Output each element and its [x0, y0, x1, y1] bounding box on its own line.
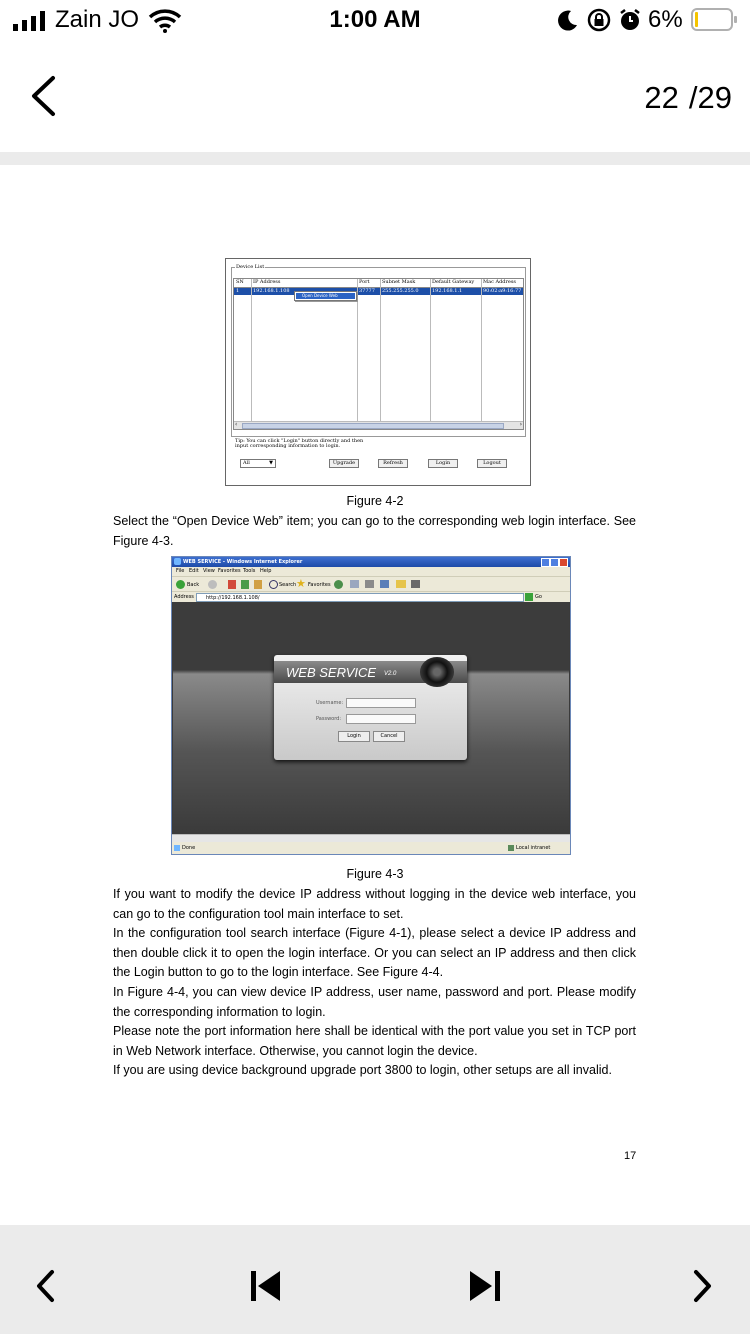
menu-help[interactable]: Help	[260, 568, 272, 574]
col-divider	[430, 279, 431, 421]
login-button[interactable]: Login	[428, 459, 458, 468]
cell-port: 37777	[359, 288, 375, 294]
banner-version: V2.0	[384, 671, 397, 677]
menu-favorites[interactable]: Favorites	[218, 568, 241, 574]
paragraph-open-device-web: Select the “Open Device Web” item; you can go to the corresponding web login interface. See Figure 4-3.	[113, 514, 636, 548]
back-circle-icon[interactable]	[176, 580, 185, 589]
login-panel	[274, 655, 467, 760]
tip-text: Tip: You can click "Login" button directly and then input corresponding information to login.	[235, 438, 364, 449]
web-cancel-button[interactable]: Cancel	[373, 731, 405, 742]
top-nav-bar	[0, 40, 750, 152]
col-divider	[481, 279, 482, 421]
current-page: 22	[644, 80, 679, 115]
mail-icon[interactable]	[350, 580, 359, 588]
figure-4-3-web-login	[171, 556, 571, 855]
document-page-number: 17	[624, 1150, 637, 1162]
horizontal-scrollbar[interactable]	[234, 421, 523, 429]
figure-caption-4-3: Figure 4-3	[346, 867, 404, 881]
favorites-label: Favorites	[308, 582, 331, 588]
maximize-icon[interactable]	[550, 558, 559, 567]
cell-mac: 90:02:a9:16:77	[483, 288, 522, 294]
go-icon[interactable]	[525, 593, 533, 601]
filter-select-value: All	[243, 460, 250, 466]
col-port: Port	[359, 279, 370, 285]
stop-icon[interactable]	[228, 580, 236, 589]
folder-icon[interactable]	[396, 580, 406, 588]
total-pages: /29	[688, 80, 732, 115]
table-row[interactable]	[234, 288, 523, 295]
alarm-icon	[618, 8, 642, 32]
figure-caption-4-2: Figure 4-2	[346, 494, 404, 508]
col-subnet: Subnet Mask	[382, 279, 416, 285]
previous-page-button[interactable]	[34, 1269, 58, 1303]
col-ip: IP Address	[253, 279, 281, 285]
context-menu-item-open-device-web[interactable]: Open Device Web	[296, 293, 355, 299]
chevron-down-icon: ▼	[269, 460, 273, 466]
battery-icon	[691, 8, 737, 32]
next-page-button[interactable]	[690, 1269, 714, 1303]
upgrade-button[interactable]: Upgrade	[329, 459, 359, 468]
clock: 1:00 AM	[329, 6, 421, 33]
device-table	[233, 278, 524, 430]
context-menu	[294, 291, 357, 301]
device-list-title: Device List	[236, 264, 265, 270]
edit-icon[interactable]	[380, 580, 389, 588]
paragraph-port-note: Please note the port information here shall be identical with the port value you set in TCP port in Web Network interface. Otherwise, you cannot login the device.	[113, 1024, 636, 1058]
filter-select[interactable]	[240, 459, 276, 468]
cell-sn: 1	[236, 288, 240, 294]
menu-tools[interactable]: Tools	[243, 568, 256, 574]
minimize-icon[interactable]	[541, 558, 550, 567]
col-divider	[357, 279, 358, 421]
status-done: Done	[182, 845, 196, 851]
window-title: WEB SERVICE - Windows Internet Explorer	[183, 559, 303, 565]
forward-circle-icon[interactable]	[208, 580, 217, 589]
username-input[interactable]	[346, 698, 416, 708]
paragraph-config-tool: In the configuration tool search interface (Figure 4-1), please select a device IP address and then double click it to open the login interface. Or you can select an IP address and then click the Login button to go to the login interface. See Figure 4-4.	[113, 926, 636, 980]
ie-logo-icon	[174, 558, 181, 565]
carrier-name: Zain JO	[55, 6, 140, 33]
col-divider	[380, 279, 381, 421]
rotation-lock-icon	[587, 8, 611, 32]
web-service-banner	[274, 661, 467, 683]
scroll-right-icon[interactable]: ›	[519, 421, 522, 428]
paragraph-modify-ip: If you want to modify the device IP address without logging in the device web interface, you can go to the configuration tool main interface to set.	[113, 887, 636, 921]
home-icon[interactable]	[254, 580, 262, 589]
close-icon[interactable]	[559, 558, 568, 567]
ie-menu-bar	[172, 567, 570, 576]
username-label: Username:	[316, 700, 344, 706]
document-page[interactable]	[0, 165, 750, 1225]
last-page-button[interactable]	[468, 1270, 502, 1302]
favorites-star-icon[interactable]: ★	[296, 578, 306, 590]
ie-status-bar	[172, 842, 570, 854]
status-bar	[0, 0, 750, 40]
search-icon[interactable]	[269, 580, 278, 589]
web-content	[173, 602, 569, 834]
refresh-button[interactable]: Refresh	[378, 459, 408, 468]
address-label: Address	[174, 594, 194, 600]
address-value: http://192.168.1.108/	[206, 595, 260, 601]
go-label[interactable]: Go	[535, 594, 542, 600]
col-mac: Mac Address	[483, 279, 516, 285]
menu-file[interactable]: File	[176, 568, 185, 574]
back-label: Back	[187, 582, 200, 588]
battery-percent: 6%	[648, 6, 683, 33]
paragraph-figure-4-4: In Figure 4-4, you can view device IP address, user name, password and port. Please modify the corresponding information to login.	[113, 985, 636, 1019]
table-header	[234, 279, 523, 288]
back-button[interactable]	[28, 74, 58, 118]
col-gateway: Default Gateway	[432, 279, 475, 285]
ie-toolbar	[172, 576, 570, 592]
ie-title-bar	[172, 557, 570, 567]
menu-view[interactable]: View	[203, 568, 215, 574]
col-sn: SN	[236, 279, 244, 285]
address-input[interactable]	[196, 593, 524, 602]
ie-address-bar	[172, 591, 570, 602]
page-counter	[644, 80, 732, 116]
messenger-icon[interactable]	[411, 580, 420, 588]
web-login-button[interactable]: Login	[338, 731, 370, 742]
cell-ip: 192.168.1.108	[253, 288, 290, 294]
search-label: Search	[279, 582, 297, 588]
first-page-button[interactable]	[250, 1270, 284, 1302]
password-input[interactable]	[346, 714, 416, 724]
col-divider	[251, 279, 252, 421]
banner-title: WEB SERVICE	[286, 665, 377, 680]
refresh-icon[interactable]	[241, 580, 249, 589]
logout-button[interactable]: Logout	[477, 459, 507, 468]
intranet-icon	[508, 845, 514, 851]
print-icon[interactable]	[365, 580, 374, 588]
figure-4-2-device-list	[225, 258, 531, 486]
page-done-icon	[174, 845, 180, 851]
scroll-left-icon[interactable]: ‹	[235, 421, 238, 428]
camera-lens-icon	[420, 657, 454, 687]
media-icon[interactable]	[334, 580, 343, 589]
cell-gateway: 192.168.1.1	[432, 288, 463, 294]
cell-subnet: 255.255.255.0	[382, 288, 419, 294]
scroll-thumb[interactable]	[242, 423, 504, 429]
bottom-toolbar	[0, 1225, 750, 1334]
password-label: Password:	[316, 716, 342, 722]
paragraph-upgrade-port: If you are using device background upgrade port 3800 to login, other setups are all invalid.	[113, 1063, 612, 1077]
menu-edit[interactable]: Edit	[189, 568, 199, 574]
status-zone: Local intranet	[516, 845, 551, 851]
moon-icon	[557, 9, 579, 31]
